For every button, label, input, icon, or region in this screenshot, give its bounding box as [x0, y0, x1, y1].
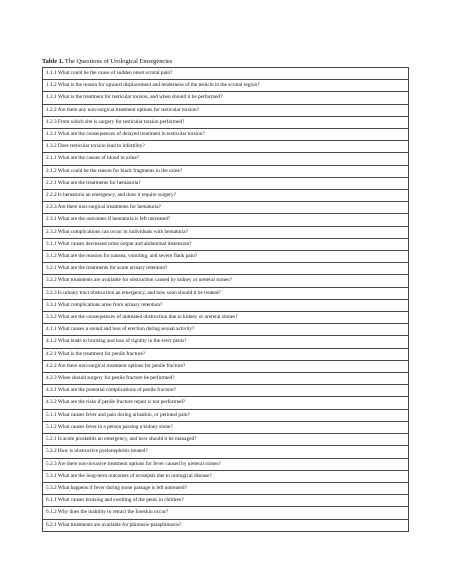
table-row	[43, 385, 409, 397]
table-row	[43, 153, 409, 165]
table-row	[43, 324, 409, 336]
question-cell: 4.2.1 What is the treatment for penile fracture?	[43, 348, 409, 360]
question-cell: 3.2.2 What treatments are available for obstruction caused by kidney or ureteral stones?	[43, 275, 409, 287]
question-cell: 5.1.1 What causes fever and pain during urination, or perineal pain?	[43, 409, 409, 421]
table-row	[43, 348, 409, 360]
table-title: The Questions of Urological Emergencies	[64, 58, 173, 65]
question-cell: 1.2.3 From which site is surgery for testicular torsion performed?	[43, 116, 409, 128]
table-row	[43, 214, 409, 226]
table-row	[43, 202, 409, 214]
table-row	[43, 177, 409, 189]
table-row	[43, 446, 409, 458]
table-row	[43, 397, 409, 409]
table-row	[43, 434, 409, 446]
question-cell: 2.2.2 Is hematuria an emergency, and does it require surgery?	[43, 190, 409, 202]
question-cell: 6.1.1 What causes bruising and swelling of the penis in children?	[43, 495, 409, 507]
questions-table	[42, 67, 409, 532]
question-cell: 3.1.1 What causes decreased urine output and abdominal distension?	[43, 238, 409, 250]
question-cell: 1.1.2 What is the reason for upward displacement and tenderness of the testicle in the scrotal region?	[43, 80, 409, 92]
table-caption	[42, 58, 172, 66]
table-row	[43, 190, 409, 202]
table-row	[43, 312, 409, 324]
question-cell: 4.3.1 What are the potential complications of penile fracture?	[43, 385, 409, 397]
question-cell: 2.1.2 What could be the reason for black fragments in the urine?	[43, 165, 409, 177]
table-row	[43, 238, 409, 250]
table-row	[43, 421, 409, 433]
table-row	[43, 519, 409, 531]
table-row	[43, 470, 409, 482]
question-cell: 3.2.3 Is urinary tract obstruction an emergency, and how soon should it be treated?	[43, 287, 409, 299]
table-row	[43, 409, 409, 421]
question-cell: 6.2.1 What treatments are available for phimosis-paraphimosis?	[43, 519, 409, 531]
table-row	[43, 141, 409, 153]
question-cell: 4.2.3 When should surgery for penile fracture be performed?	[43, 373, 409, 385]
question-cell: 3.3.2 What are the consequences of untreated obstruction due to kidney or ureteral stones?	[43, 312, 409, 324]
table-row	[43, 116, 409, 128]
question-cell: 4.1.1 What causes a sound and loss of erection during sexual activity?	[43, 324, 409, 336]
question-cell: 3.1.2 What are the reasons for nausea, vomiting, and severe flank pain?	[43, 251, 409, 263]
table-row	[43, 68, 409, 80]
table-row	[43, 360, 409, 372]
question-cell: 5.2.3 Are there non-invasive treatment options for fever caused by ureteral stones?	[43, 458, 409, 470]
table-row	[43, 104, 409, 116]
table-row	[43, 458, 409, 470]
question-cell: 5.1.2 What causes fever in a person passing a kidney stone?	[43, 421, 409, 433]
question-cell: 2.2.1 What are the treatments for hematuria?	[43, 177, 409, 189]
question-cell: 4.1.2 What leads to bruising and loss of rigidity in the erect penis?	[43, 336, 409, 348]
question-cell: 6.1.2 Why does the inability to retract the foreskin occur?	[43, 507, 409, 519]
question-cell: 1.2.2 Are there any non-surgical treatment options for testicular torsion?	[43, 104, 409, 116]
table-row	[43, 507, 409, 519]
question-cell: 5.3.2 What happens if fever during stone passage is left untreated?	[43, 482, 409, 494]
table-label: Table 1.	[42, 58, 64, 65]
question-cell: 5.2.2 How is obstructive pyelonephritis treated?	[43, 446, 409, 458]
question-cell: 2.1.1 What are the causes of blood in urine?	[43, 153, 409, 165]
table-row	[43, 251, 409, 263]
question-cell: 1.3.2 Does testicular torsion lead to infertility?	[43, 141, 409, 153]
table-row	[43, 287, 409, 299]
table-row	[43, 275, 409, 287]
question-cell: 2.3.2 What complications can occur in individuals with hematuria?	[43, 226, 409, 238]
table-row	[43, 373, 409, 385]
question-cell: 3.2.1 What are the treatments for acute urinary retention?	[43, 263, 409, 275]
table-row	[43, 165, 409, 177]
question-cell: 5.3.1 What are the long-term outcomes of urosepsis due to urological disease?	[43, 470, 409, 482]
table-row	[43, 299, 409, 311]
question-cell: 1.3.1 What are the consequences of delayed treatment in testicular torsion?	[43, 129, 409, 141]
table-row	[43, 495, 409, 507]
table-row	[43, 263, 409, 275]
questions-table-body	[43, 68, 409, 532]
table-row	[43, 482, 409, 494]
question-cell: 1.1.1 What could be the cause of sudden onset scrotal pain?	[43, 68, 409, 80]
question-cell: 4.2.2 Are there non-surgical treatment options for penile fracture?	[43, 360, 409, 372]
table-row	[43, 336, 409, 348]
question-cell: 3.3.1 What complications arise from urinary retention?	[43, 299, 409, 311]
question-cell: 2.2.3 Are there non-surgical treatments for hematuria?	[43, 202, 409, 214]
table-row	[43, 92, 409, 104]
table-row	[43, 129, 409, 141]
table-row	[43, 226, 409, 238]
table-row	[43, 80, 409, 92]
question-cell: 4.3.2 What are the risks if penile fracture repair is not performed?	[43, 397, 409, 409]
question-cell: 2.3.1 What are the outcomes if hematuria is left untreated?	[43, 214, 409, 226]
question-cell: 5.2.1 Is acute prostatitis an emergency, and how should it be managed?	[43, 434, 409, 446]
question-cell: 1.2.1 What is the treatment for testicular torsion, and when should it be performed?	[43, 92, 409, 104]
